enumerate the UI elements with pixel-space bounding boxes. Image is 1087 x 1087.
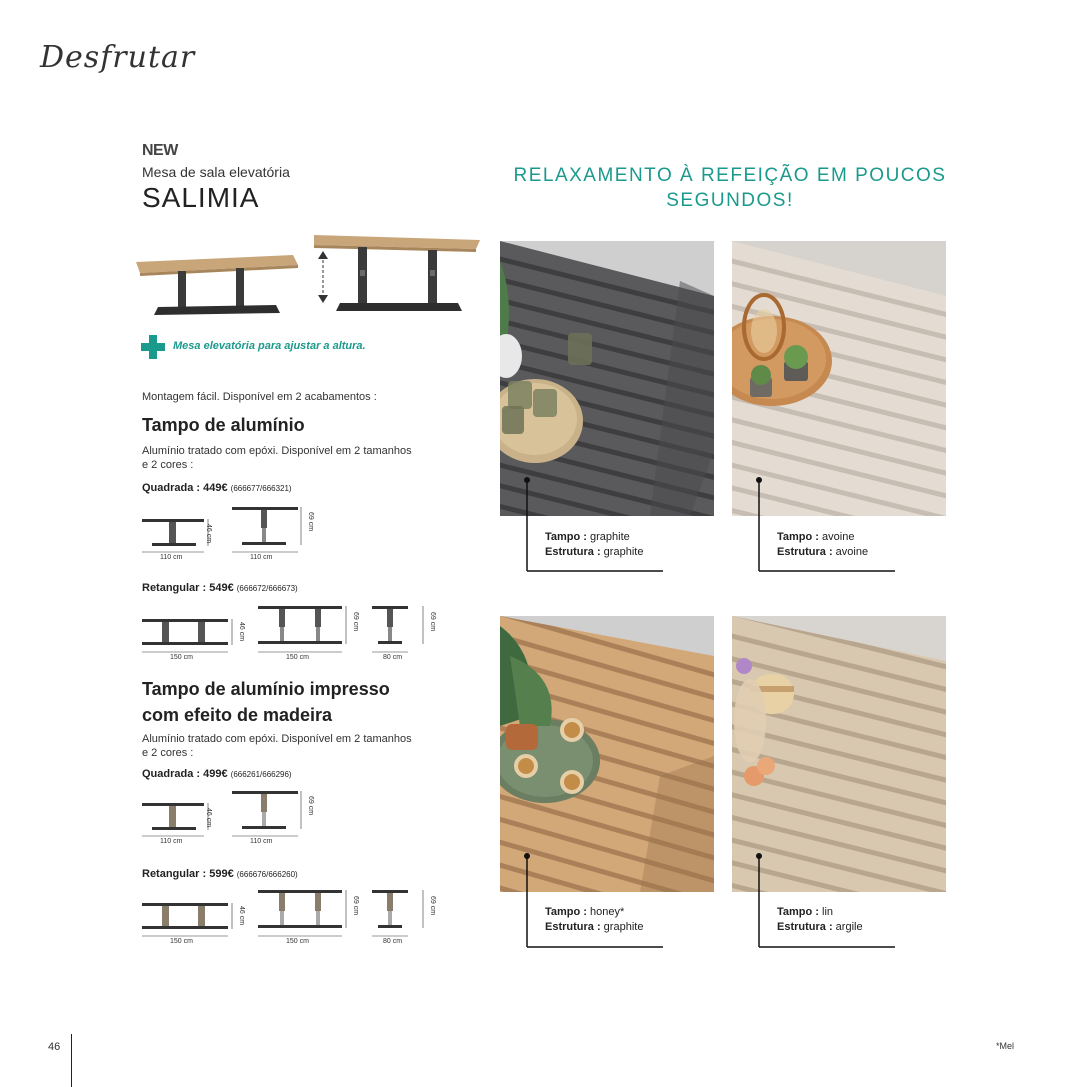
caption-value: graphite [600, 546, 644, 558]
assembly-text: Montagem fácil. Disponível em 2 acabamentos : [142, 391, 377, 403]
dim-height-label: 69 cm [429, 612, 436, 632]
wood-title-line1: Tampo de alumínio impresso [142, 679, 390, 699]
photo-lin [732, 616, 946, 892]
wood-desc [142, 732, 412, 760]
caption-value: argile [832, 921, 863, 933]
caption-key: Tampo : [777, 531, 819, 543]
caption-value: graphite [600, 921, 644, 933]
caption-value: honey* [586, 906, 625, 918]
wood-square-price [142, 768, 292, 780]
dim-width-label: 150 cm [170, 654, 193, 661]
feature-text: Mesa elevatória para ajustar a altura. [173, 340, 366, 352]
dim-height-label: 69 cm [352, 896, 359, 916]
aluminium-rect-ref: (666672/666673) [236, 584, 298, 593]
dim-height-label: 69 cm [307, 512, 314, 532]
dim-height-label: 69 cm [352, 612, 359, 632]
caption-key: Tampo : [545, 906, 587, 918]
wood-title-line2: com efeito de madeira [142, 705, 333, 725]
wood-rect-diagram [140, 887, 440, 945]
footer-divider [71, 1034, 72, 1087]
dim-height-label: 46 cm [238, 622, 245, 642]
caption-key: Estrutura : [777, 921, 833, 933]
aluminium-desc [142, 444, 412, 472]
new-badge: NEW [142, 142, 178, 159]
dim-height-label: 69 cm [429, 896, 436, 916]
wood-square-ref: (666261/666296) [230, 770, 292, 779]
aluminium-square-price [142, 482, 292, 494]
caption-key: Estrutura : [545, 921, 601, 933]
wood-rect-label: Retangular : 599€ [142, 868, 234, 880]
plus-icon [141, 335, 165, 359]
caption-lin [777, 905, 863, 935]
aluminium-rect-diagram [140, 603, 440, 661]
dim-width-label: 150 cm [286, 654, 309, 661]
caption-value: graphite [586, 531, 630, 543]
dim-height-label: 46 cm [238, 906, 245, 926]
wood-rect-price [142, 868, 298, 880]
product-name: SALIMIA [142, 182, 260, 213]
dim-width-label: 110 cm [160, 838, 183, 845]
photo-avoine [732, 241, 946, 516]
aluminium-desc-line2: e 2 cores : [142, 459, 194, 471]
section-title: Desfrutar [40, 40, 196, 75]
headline-line2: SEGUNDOS! [666, 190, 794, 211]
dim-depth-label: 80 cm [383, 654, 403, 661]
dim-width-label: 110 cm [160, 554, 183, 561]
footnote: *Mel [996, 1041, 1015, 1051]
dim-depth-label: 80 cm [383, 938, 403, 945]
wood-square-label: Quadrada : 499€ [142, 768, 228, 780]
aluminium-rect-price [142, 582, 298, 594]
dim-height-label: 46 cm [205, 524, 212, 544]
aluminium-square-label: Quadrada : 449€ [142, 482, 228, 494]
caption-key: Estrutura : [545, 546, 601, 558]
dim-width-label: 150 cm [286, 938, 309, 945]
dim-height-label: 46 cm [205, 808, 212, 828]
headline-line1: RELAXAMENTO À REFEIÇÃO EM POUCOS [513, 165, 947, 186]
aluminium-title: Tampo de alumínio [142, 415, 305, 435]
headline [490, 163, 970, 213]
caption-value: lin [818, 906, 834, 918]
dim-width-label: 150 cm [170, 938, 193, 945]
aluminium-square-ref: (666677/666321) [230, 484, 292, 493]
caption-key: Tampo : [545, 531, 587, 543]
wood-rect-ref: (666676/666260) [236, 870, 298, 879]
product-subtitle: Mesa de sala elevatória [142, 164, 290, 180]
page-number: 46 [48, 1041, 61, 1053]
wood-desc-line1: Alumínio tratado com epóxi. Disponível em 2 tamanhos [142, 733, 412, 745]
wood-desc-line2: e 2 cores : [142, 747, 194, 759]
caption-value: avoine [832, 546, 869, 558]
dim-width-label: 110 cm [250, 554, 273, 561]
caption-graphite [545, 530, 643, 560]
callout-line-2 [752, 476, 912, 576]
dim-width-label: 110 cm [250, 838, 273, 845]
dim-height-label: 69 cm [307, 796, 314, 816]
photo-graphite [500, 241, 714, 516]
aluminium-rect-label: Retangular : 549€ [142, 582, 234, 594]
wood-title [142, 676, 390, 728]
table-illustration [128, 225, 488, 320]
aluminium-desc-line1: Alumínio tratado com epóxi. Disponível em 2 tamanhos [142, 445, 412, 457]
photo-honey [500, 616, 714, 892]
caption-key: Estrutura : [777, 546, 833, 558]
caption-avoine [777, 530, 868, 560]
caption-value: avoine [818, 531, 855, 543]
callout-line-3 [520, 852, 680, 952]
callout-line-4 [752, 852, 912, 952]
caption-key: Tampo : [777, 906, 819, 918]
callout-line-1 [520, 476, 680, 576]
caption-honey [545, 905, 643, 935]
